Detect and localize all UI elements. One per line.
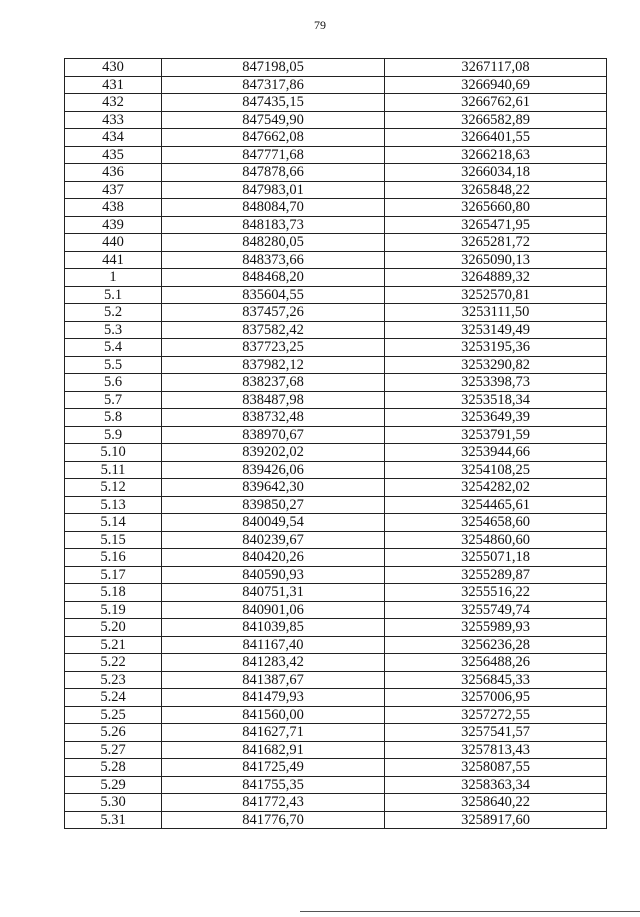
y-coordinate-cell: 3267117,08 bbox=[385, 59, 607, 77]
y-coordinate-cell: 3253195,36 bbox=[385, 339, 607, 357]
table-row bbox=[65, 776, 607, 794]
point-number-cell: 5.22 bbox=[65, 654, 162, 672]
y-coordinate-cell: 3266401,55 bbox=[385, 129, 607, 147]
point-number-cell: 5.7 bbox=[65, 391, 162, 409]
table-row bbox=[65, 479, 607, 497]
point-number-cell: 435 bbox=[65, 146, 162, 164]
table-row bbox=[65, 321, 607, 339]
x-coordinate-cell: 841283,42 bbox=[162, 654, 385, 672]
x-coordinate-cell: 838732,48 bbox=[162, 409, 385, 427]
table-row bbox=[65, 741, 607, 759]
y-coordinate-cell: 3265281,72 bbox=[385, 234, 607, 252]
table-row bbox=[65, 146, 607, 164]
y-coordinate-cell: 3253398,73 bbox=[385, 374, 607, 392]
point-number-cell: 433 bbox=[65, 111, 162, 129]
x-coordinate-cell: 841560,00 bbox=[162, 706, 385, 724]
y-coordinate-cell: 3254465,61 bbox=[385, 496, 607, 514]
y-coordinate-cell: 3265090,13 bbox=[385, 251, 607, 269]
x-coordinate-cell: 841776,70 bbox=[162, 811, 385, 829]
table-row bbox=[65, 619, 607, 637]
table-row bbox=[65, 164, 607, 182]
table-row bbox=[65, 391, 607, 409]
point-number-cell: 437 bbox=[65, 181, 162, 199]
table-row bbox=[65, 496, 607, 514]
table-row bbox=[65, 286, 607, 304]
y-coordinate-cell: 3256488,26 bbox=[385, 654, 607, 672]
x-coordinate-cell: 847435,15 bbox=[162, 94, 385, 112]
x-coordinate-cell: 840590,93 bbox=[162, 566, 385, 584]
x-coordinate-cell: 841039,85 bbox=[162, 619, 385, 637]
x-coordinate-cell: 838487,98 bbox=[162, 391, 385, 409]
point-number-cell: 5.21 bbox=[65, 636, 162, 654]
y-coordinate-cell: 3254658,60 bbox=[385, 514, 607, 532]
y-coordinate-cell: 3258363,34 bbox=[385, 776, 607, 794]
point-number-cell: 441 bbox=[65, 251, 162, 269]
point-number-cell: 5.17 bbox=[65, 566, 162, 584]
y-coordinate-cell: 3255749,74 bbox=[385, 601, 607, 619]
point-number-cell: 1 bbox=[65, 269, 162, 287]
point-number-cell: 5.29 bbox=[65, 776, 162, 794]
coordinates-table bbox=[64, 58, 607, 829]
x-coordinate-cell: 838237,68 bbox=[162, 374, 385, 392]
x-coordinate-cell: 848183,73 bbox=[162, 216, 385, 234]
y-coordinate-cell: 3255071,18 bbox=[385, 549, 607, 567]
x-coordinate-cell: 839850,27 bbox=[162, 496, 385, 514]
table-row bbox=[65, 76, 607, 94]
x-coordinate-cell: 841387,67 bbox=[162, 671, 385, 689]
y-coordinate-cell: 3264889,32 bbox=[385, 269, 607, 287]
point-number-cell: 434 bbox=[65, 129, 162, 147]
point-number-cell: 5.27 bbox=[65, 741, 162, 759]
table-row bbox=[65, 234, 607, 252]
y-coordinate-cell: 3257272,55 bbox=[385, 706, 607, 724]
point-number-cell: 5.1 bbox=[65, 286, 162, 304]
x-coordinate-cell: 848468,20 bbox=[162, 269, 385, 287]
x-coordinate-cell: 841682,91 bbox=[162, 741, 385, 759]
y-coordinate-cell: 3253518,34 bbox=[385, 391, 607, 409]
y-coordinate-cell: 3256845,33 bbox=[385, 671, 607, 689]
y-coordinate-cell: 3253149,49 bbox=[385, 321, 607, 339]
y-coordinate-cell: 3253290,82 bbox=[385, 356, 607, 374]
point-number-cell: 436 bbox=[65, 164, 162, 182]
table-row bbox=[65, 636, 607, 654]
x-coordinate-cell: 841725,49 bbox=[162, 759, 385, 777]
x-coordinate-cell: 840049,54 bbox=[162, 514, 385, 532]
table-row bbox=[65, 181, 607, 199]
point-number-cell: 440 bbox=[65, 234, 162, 252]
y-coordinate-cell: 3257813,43 bbox=[385, 741, 607, 759]
table-row bbox=[65, 339, 607, 357]
x-coordinate-cell: 835604,55 bbox=[162, 286, 385, 304]
coordinates-table-body bbox=[65, 59, 607, 829]
coordinates-table-container bbox=[64, 58, 606, 829]
x-coordinate-cell: 840751,31 bbox=[162, 584, 385, 602]
y-coordinate-cell: 3254282,02 bbox=[385, 479, 607, 497]
table-row bbox=[65, 654, 607, 672]
table-row bbox=[65, 706, 607, 724]
point-number-cell: 5.24 bbox=[65, 689, 162, 707]
table-row bbox=[65, 724, 607, 742]
point-number-cell: 431 bbox=[65, 76, 162, 94]
point-number-cell: 5.19 bbox=[65, 601, 162, 619]
point-number-cell: 5.31 bbox=[65, 811, 162, 829]
point-number-cell: 5.8 bbox=[65, 409, 162, 427]
table-row bbox=[65, 304, 607, 322]
x-coordinate-cell: 840901,06 bbox=[162, 601, 385, 619]
x-coordinate-cell: 841167,40 bbox=[162, 636, 385, 654]
point-number-cell: 5.30 bbox=[65, 794, 162, 812]
point-number-cell: 5.20 bbox=[65, 619, 162, 637]
point-number-cell: 430 bbox=[65, 59, 162, 77]
x-coordinate-cell: 847983,01 bbox=[162, 181, 385, 199]
x-coordinate-cell: 839642,30 bbox=[162, 479, 385, 497]
point-number-cell: 5.13 bbox=[65, 496, 162, 514]
x-coordinate-cell: 837982,12 bbox=[162, 356, 385, 374]
point-number-cell: 5.28 bbox=[65, 759, 162, 777]
point-number-cell: 438 bbox=[65, 199, 162, 217]
table-row bbox=[65, 794, 607, 812]
y-coordinate-cell: 3265660,80 bbox=[385, 199, 607, 217]
table-row bbox=[65, 811, 607, 829]
table-row bbox=[65, 251, 607, 269]
table-row bbox=[65, 199, 607, 217]
x-coordinate-cell: 847317,86 bbox=[162, 76, 385, 94]
table-row bbox=[65, 566, 607, 584]
table-row bbox=[65, 409, 607, 427]
bottom-divider bbox=[300, 911, 640, 912]
y-coordinate-cell: 3253649,39 bbox=[385, 409, 607, 427]
table-row bbox=[65, 269, 607, 287]
table-row bbox=[65, 514, 607, 532]
y-coordinate-cell: 3266582,89 bbox=[385, 111, 607, 129]
point-number-cell: 5.4 bbox=[65, 339, 162, 357]
y-coordinate-cell: 3254860,60 bbox=[385, 531, 607, 549]
page-number: 79 bbox=[314, 18, 326, 32]
point-number-cell: 5.14 bbox=[65, 514, 162, 532]
x-coordinate-cell: 837457,26 bbox=[162, 304, 385, 322]
x-coordinate-cell: 841755,35 bbox=[162, 776, 385, 794]
point-number-cell: 439 bbox=[65, 216, 162, 234]
point-number-cell: 5.3 bbox=[65, 321, 162, 339]
x-coordinate-cell: 841627,71 bbox=[162, 724, 385, 742]
table-row bbox=[65, 94, 607, 112]
x-coordinate-cell: 847771,68 bbox=[162, 146, 385, 164]
table-row bbox=[65, 59, 607, 77]
point-number-cell: 5.18 bbox=[65, 584, 162, 602]
y-coordinate-cell: 3255516,22 bbox=[385, 584, 607, 602]
table-row bbox=[65, 356, 607, 374]
point-number-cell: 5.12 bbox=[65, 479, 162, 497]
y-coordinate-cell: 3266762,61 bbox=[385, 94, 607, 112]
x-coordinate-cell: 847878,66 bbox=[162, 164, 385, 182]
point-number-cell: 432 bbox=[65, 94, 162, 112]
y-coordinate-cell: 3257541,57 bbox=[385, 724, 607, 742]
x-coordinate-cell: 839426,06 bbox=[162, 461, 385, 479]
x-coordinate-cell: 840239,67 bbox=[162, 531, 385, 549]
x-coordinate-cell: 847198,05 bbox=[162, 59, 385, 77]
point-number-cell: 5.5 bbox=[65, 356, 162, 374]
x-coordinate-cell: 837723,25 bbox=[162, 339, 385, 357]
point-number-cell: 5.15 bbox=[65, 531, 162, 549]
table-row bbox=[65, 129, 607, 147]
y-coordinate-cell: 3265848,22 bbox=[385, 181, 607, 199]
table-row bbox=[65, 426, 607, 444]
point-number-cell: 5.16 bbox=[65, 549, 162, 567]
y-coordinate-cell: 3254108,25 bbox=[385, 461, 607, 479]
table-row bbox=[65, 444, 607, 462]
x-coordinate-cell: 841479,93 bbox=[162, 689, 385, 707]
table-row bbox=[65, 584, 607, 602]
x-coordinate-cell: 848280,05 bbox=[162, 234, 385, 252]
y-coordinate-cell: 3253791,59 bbox=[385, 426, 607, 444]
point-number-cell: 5.6 bbox=[65, 374, 162, 392]
y-coordinate-cell: 3255989,93 bbox=[385, 619, 607, 637]
point-number-cell: 5.9 bbox=[65, 426, 162, 444]
table-row bbox=[65, 216, 607, 234]
y-coordinate-cell: 3258640,22 bbox=[385, 794, 607, 812]
x-coordinate-cell: 838970,67 bbox=[162, 426, 385, 444]
table-row bbox=[65, 461, 607, 479]
table-row bbox=[65, 671, 607, 689]
point-number-cell: 5.2 bbox=[65, 304, 162, 322]
point-number-cell: 5.25 bbox=[65, 706, 162, 724]
x-coordinate-cell: 837582,42 bbox=[162, 321, 385, 339]
table-row bbox=[65, 374, 607, 392]
x-coordinate-cell: 841772,43 bbox=[162, 794, 385, 812]
y-coordinate-cell: 3266034,18 bbox=[385, 164, 607, 182]
table-row bbox=[65, 531, 607, 549]
x-coordinate-cell: 847549,90 bbox=[162, 111, 385, 129]
x-coordinate-cell: 848084,70 bbox=[162, 199, 385, 217]
x-coordinate-cell: 840420,26 bbox=[162, 549, 385, 567]
point-number-cell: 5.26 bbox=[65, 724, 162, 742]
table-row bbox=[65, 601, 607, 619]
table-row bbox=[65, 549, 607, 567]
y-coordinate-cell: 3258917,60 bbox=[385, 811, 607, 829]
table-row bbox=[65, 689, 607, 707]
y-coordinate-cell: 3266218,63 bbox=[385, 146, 607, 164]
y-coordinate-cell: 3258087,55 bbox=[385, 759, 607, 777]
y-coordinate-cell: 3253944,66 bbox=[385, 444, 607, 462]
y-coordinate-cell: 3257006,95 bbox=[385, 689, 607, 707]
table-row bbox=[65, 111, 607, 129]
x-coordinate-cell: 847662,08 bbox=[162, 129, 385, 147]
y-coordinate-cell: 3253111,50 bbox=[385, 304, 607, 322]
y-coordinate-cell: 3252570,81 bbox=[385, 286, 607, 304]
y-coordinate-cell: 3266940,69 bbox=[385, 76, 607, 94]
table-row bbox=[65, 759, 607, 777]
y-coordinate-cell: 3255289,87 bbox=[385, 566, 607, 584]
y-coordinate-cell: 3256236,28 bbox=[385, 636, 607, 654]
x-coordinate-cell: 848373,66 bbox=[162, 251, 385, 269]
point-number-cell: 5.10 bbox=[65, 444, 162, 462]
point-number-cell: 5.23 bbox=[65, 671, 162, 689]
point-number-cell: 5.11 bbox=[65, 461, 162, 479]
y-coordinate-cell: 3265471,95 bbox=[385, 216, 607, 234]
x-coordinate-cell: 839202,02 bbox=[162, 444, 385, 462]
